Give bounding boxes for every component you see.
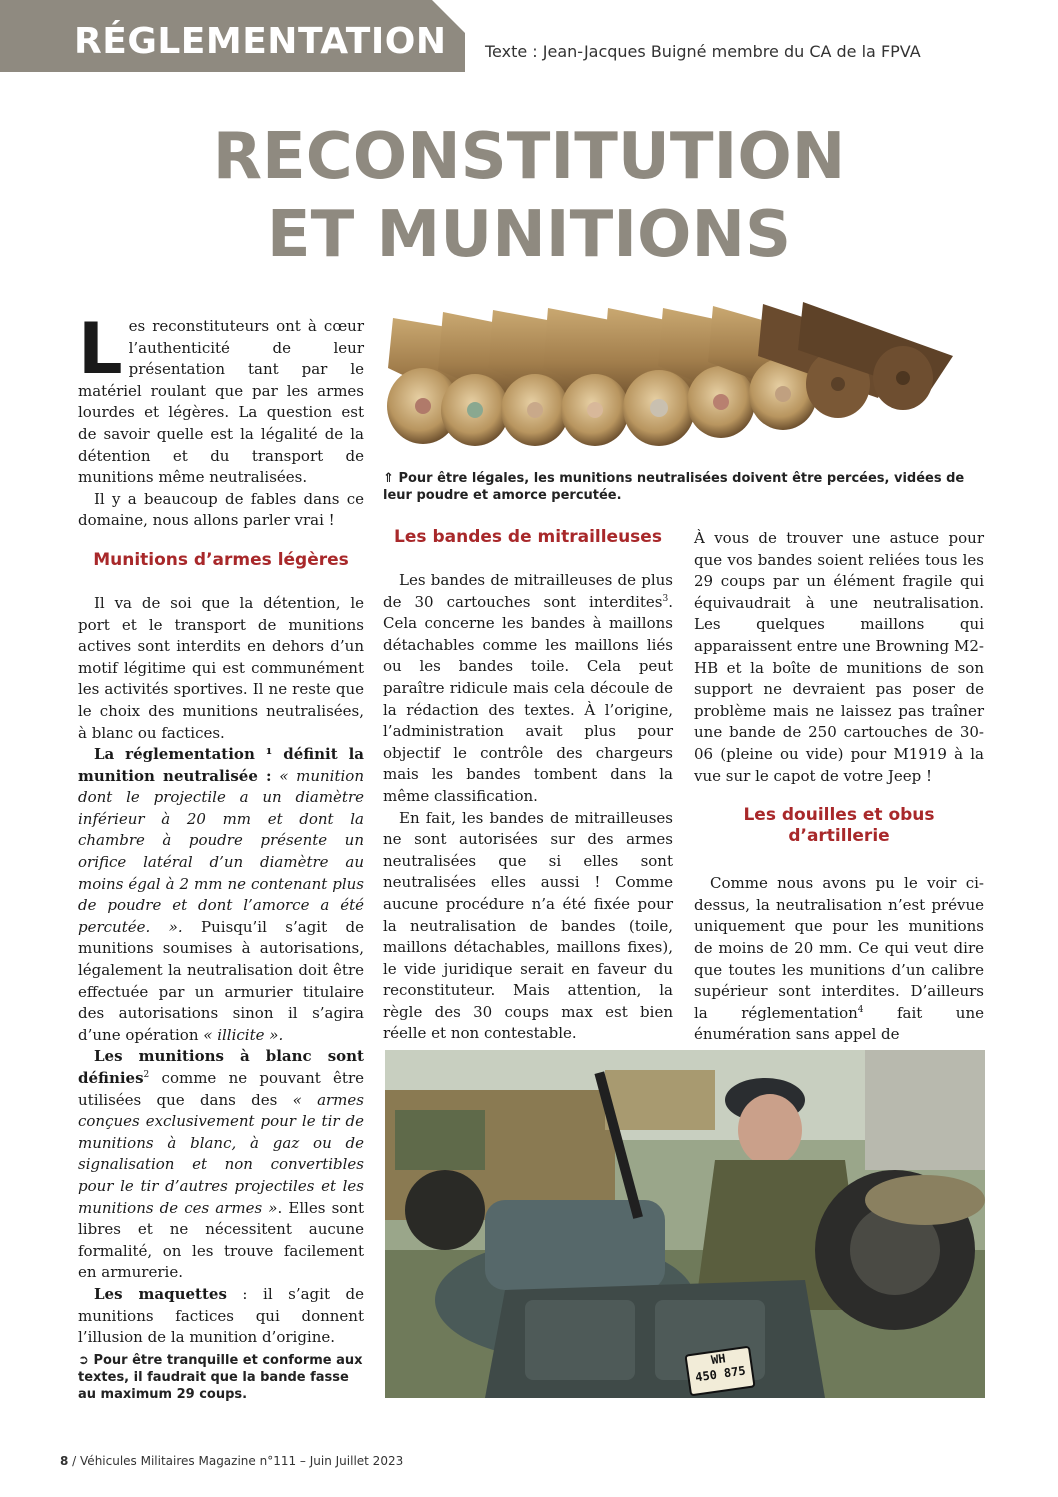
ammunition-photo	[383, 298, 967, 454]
paragraph: Il y a beaucoup de fables dans ce domaine, nous allons parler vrai !	[78, 489, 364, 530]
paragraph: Les munitions à blanc sont définies$^2$ comme ne pouvant être utilisées que dans des « armes conçues exclusivement pour le tir de munitions à blanc, à gaz ou de signalisation et non convertibles pour le tir d’autres projectiles et les munitions de ces armes ». Elles sont libres et ne nécessitent aucune formalité, on les trouve facilement en armurerie.	[78, 1047, 364, 1282]
intro-paragraph: Les reconstituteurs ont à cœur l’authenticité de leur présentation tant par le matériel roulant que par les armes lourdes et légères. La question est de savoir quelle est la légalité de la détention et du transport de munitions même neutralisées.	[78, 308, 364, 487]
heading-light-arms: Munitions d’armes légères	[93, 549, 349, 570]
paragraph: Les maquettes : il s’agit de munitions factices qui donnent l’illusion de la munition d’origine.	[78, 1284, 364, 1347]
column-3	[694, 528, 984, 1046]
column-1	[78, 308, 364, 1349]
caption-top-photo: ⇑ Pour être légales, les munitions neutralisées doivent être percées, vidées de leur poudre et amorce percutée.	[383, 471, 965, 503]
motorcycle-photo	[385, 1050, 985, 1398]
caption-bottom-left: ➲ Pour être tranquille et conforme aux textes, il faudrait que la bande fasse au maximum 29 coups.	[78, 1353, 363, 1402]
heading-artillery: Les douilles et obus d’artillerie	[743, 805, 935, 847]
title-line-2: ET MUNITIONS	[266, 198, 792, 272]
paragraph: La réglementation ¹ définit la munition neutralisée : « munition dont le projectile a un diamètre inférieur à 20 mm et dont la chambre à poudre présente un orifice latéral d’un diamètre au moins égal à 2 mm ne contenant plus de poudre et dont l’amorce a été percutée. ». Puisqu’il s’agit de munitions soumises à autorisations, légalement la neutralisation doit être effectuée par un armurier titulaire des autorisations sinon il s’agira d’une opération « illicite ».	[78, 745, 364, 1044]
paragraph: À vous de trouver une astuce pour que vos bandes soient reliées tous les 29 coups par un élément fragile qui équivaudrait à une neutralisation. Les quelques maillons qui apparaissent entre une Browning M2-HB et la boîte de munitions de son support ne devraient pas poser de problème mais ne laissez pas traîner une bande de 250 cartouches de 30-06 (pleine ou vide) pour M1919 à la vue sur le capot de votre Jeep !	[694, 529, 984, 785]
heading-machine-gun-belts: Les bandes de mitrailleuses	[394, 527, 662, 547]
drop-cap: L	[78, 308, 123, 390]
title-line-1: RECONSTITUTION	[212, 120, 846, 194]
license-plate: WH 450 875	[684, 1346, 755, 1397]
section-label: RÉGLEMENTATION	[74, 21, 447, 62]
page-title	[0, 118, 1058, 274]
arrow-up-icon: ⇑	[383, 471, 394, 486]
footer: 8 / Véhicules Militaires Magazine n°111 – Juin Juillet 2023	[60, 1454, 404, 1468]
arrow-right-icon: ➲	[78, 1353, 89, 1368]
paragraph: Il va de soi que la détention, le port et le transport de munitions actives sont interdits en dehors d’un motif légitime qui est communément les activités sportives. Il ne reste que le choix des munitions neutralisées, à blanc ou factices.	[78, 593, 364, 742]
paragraph: En fait, les bandes de mitrailleuses ne sont autorisées sur des armes neutralisées que si elles sont neutralisées elles aussi ! Comme aucune procédure n’a été fixée pour la neutralisation de bandes (toile, maillons détachables, maillons fixes), le vide juridique serait en faveur du reconstituteur. Mais attention, la règle des 30 coups max est bien réelle et non contestable.	[383, 808, 673, 1043]
byline: Texte : Jean-Jacques Buigné membre du CA de la FPVA	[485, 42, 921, 61]
column-2	[383, 527, 673, 1045]
paragraph: Les bandes de mitrailleuses de plus de 30 cartouches sont interdites$^3$. Cela concerne les bandes à maillons détachables comme les maillons liés ou les bandes toile. Cela peut paraître ridicule mais cela découle de la rédaction des textes. À l’origine, l’administration avait plus pour objectif le contrôle des chargeurs mais les bandes tombent dans la même classification.	[383, 571, 673, 805]
paragraph: Comme nous avons pu le voir ci-dessus, la neutralisation n’est prévue uniquement que pour les munitions de moins de 20 mm. Ce qui veut dire que toutes les munitions d’un calibre supérieur sont interdites. D’ailleurs la réglementation$^4$ fait une énumération sans appel de	[694, 874, 984, 1044]
